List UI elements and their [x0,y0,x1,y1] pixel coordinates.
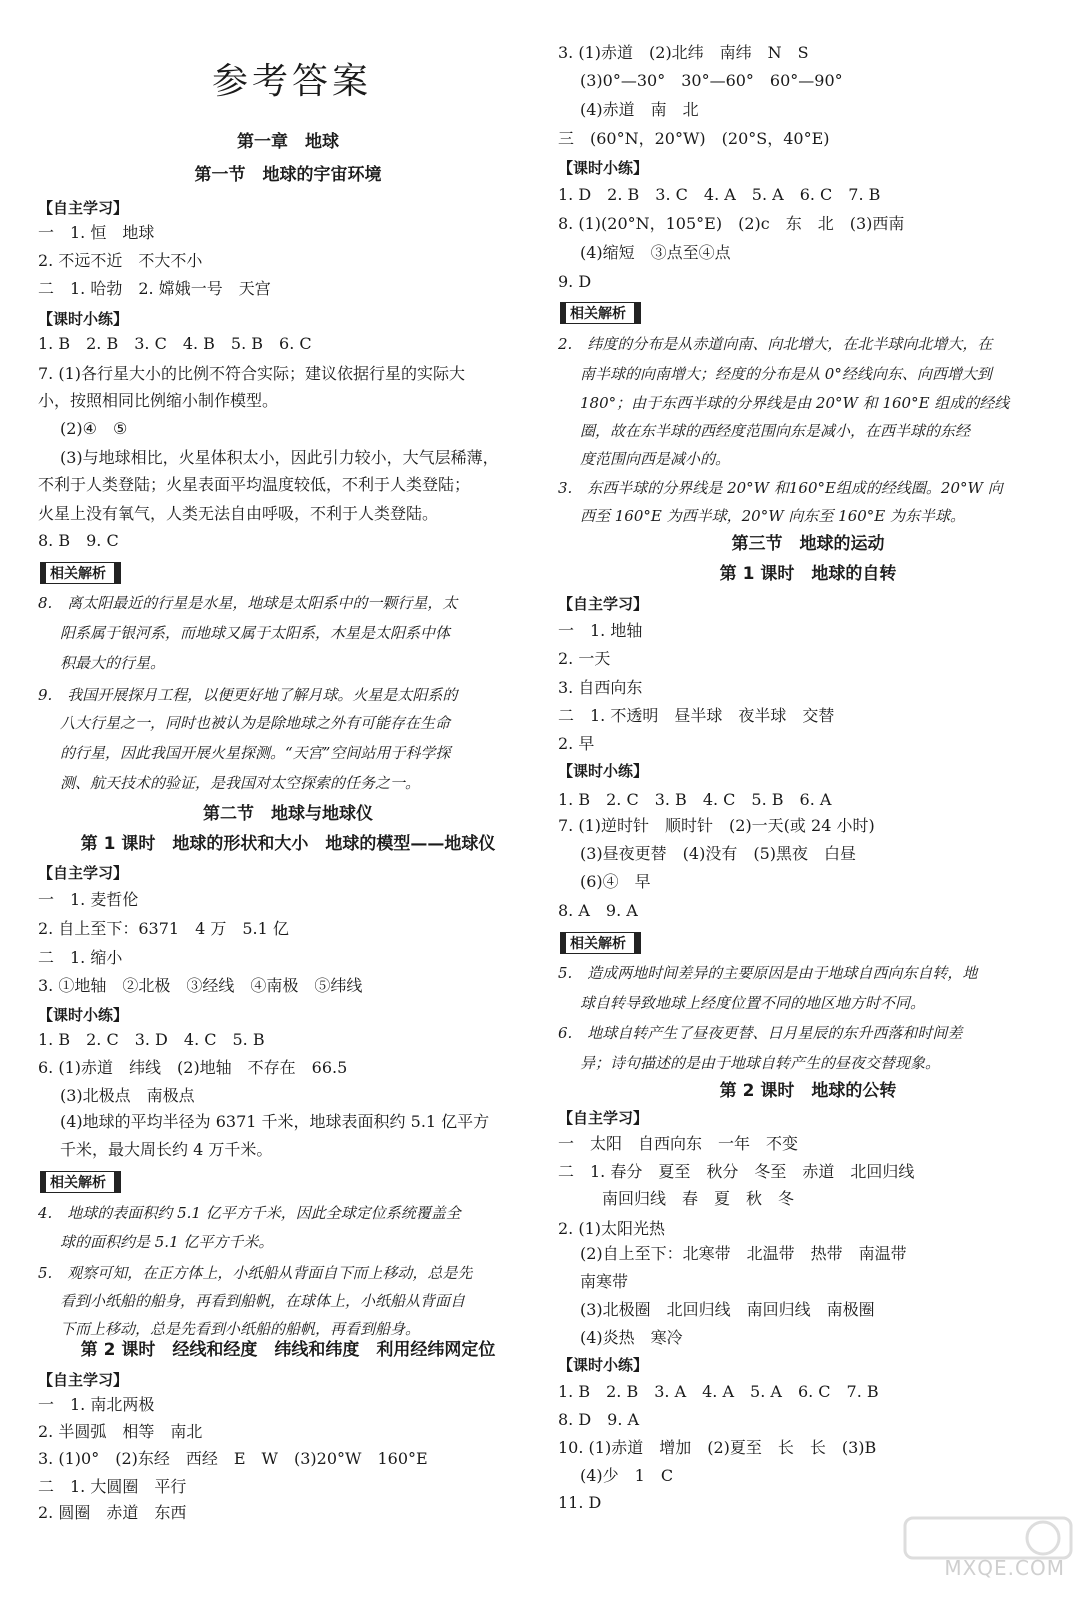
answer-line: 二 1. 大圆圈 平行 [38,1477,187,1496]
analysis-line: 的行星，因此我国开展火星探测。“天宫”空间站用于科学探 [60,744,451,762]
section-tag: 【自主学习】 [38,864,129,882]
answer-line: (3)0°—30° 30°—60° 60°—90° [580,71,843,90]
analysis-line: 4. 地球的表面积约 5.1 亿平方千米，因此全球定位系统覆盖全 [38,1204,461,1222]
page-title: 参考答案 [212,61,373,102]
section-heading: 第三节 地球的运动 [731,534,885,554]
answer-line: 8. B 9. C [38,531,119,550]
answer-line: 一 太阳 自西向东 一年 不变 [558,1134,799,1153]
answer-line: 8. A 9. A [558,901,638,920]
answer-line: 3. 自西向东 [558,678,643,697]
answer-line: (4)地球的平均半径为 6371 千米，地球表面积约 5.1 亿平方 [60,1112,490,1131]
section-tag: 【课时小练】 [558,1356,649,1374]
answer-line: 小，按照相同比例缩小制作模型。 [38,391,279,410]
answer-line: 2. 自上至下：6371 4 万 5.1 亿 [38,919,289,938]
badge-label: 相关解析 [50,1175,106,1191]
section-tag: 【课时小练】 [38,1006,129,1024]
answer-line: 11. D [558,1493,602,1512]
section-tag: 【自主学习】 [38,199,129,217]
answer-line: 3. (1)0° (2)东经 西经 E W (3)20°W 160°E [38,1449,428,1468]
answer-line: 二 1. 春分 夏至 秋分 冬至 赤道 北回归线 [558,1162,915,1181]
answer-line: 6. (1)赤道 纬线 (2)地轴 不存在 66.5 [38,1058,348,1077]
answer-line: 南寒带 [580,1272,629,1291]
analysis-line: 9. 我国开展探月工程，以便更好地了解月球。火星是太阳系的 [38,686,458,704]
analysis-line: 180°；由于东西半球的分界线是由 20°W 和 160°E 组成的经线 [580,394,1010,412]
answer-line: 8. (1)(20°N，105°E) (2)c 东 北 (3)西南 [558,214,905,233]
answer-line: 二 1. 哈勃 2. 嫦娥一号 天宫 [38,279,271,298]
answer-line: (3)与地球相比，火星体积太小，因此引力较小，大气层稀薄， [60,448,499,467]
answer-line: (4)赤道 南 北 [580,100,699,119]
analysis-line: 球的面积约是 5.1 亿平方千米。 [60,1233,274,1251]
analysis-line: 球自转导致地球上经度位置不同的地区地方时不同。 [580,994,926,1012]
badge-tail [114,563,120,583]
answer-line: (3)北极圈 北回归线 南回归线 南极圈 [580,1300,875,1319]
section-heading: 第 2 课时 经线和经度 纬线和纬度 利用经纬网定位 [80,1340,496,1360]
answer-line: (6)④ 早 [580,872,651,891]
answer-line: 7. (1)各行星大小的比例不符合实际；建议依据行星的实际大 [38,364,466,383]
answer-line: (4)少 1 C [580,1466,674,1485]
analysis-line: 5. 造成两地时间差异的主要原因是由于地球自西向东自转，地 [558,964,978,982]
answer-line: 1. B 2. B 3. A 4. A 5. A 6. C 7. B [558,1382,879,1401]
analysis-line: 6. 地球自转产生了昼夜更替、日月星辰的东升西落和时间差 [558,1024,963,1042]
analysis-badge [40,562,121,584]
badge-tail [634,303,640,323]
answer-line: 9. D [558,272,592,291]
analysis-line: 圈，故在东半球的西经度范围向东是减小，在西半球的东经 [580,422,971,440]
badge-tail [114,1172,120,1192]
answer-line: 1. B 2. C 3. B 4. C 5. B 6. A [558,790,832,809]
answer-line: 10. (1)赤道 增加 (2)夏至 长 长 (3)B [558,1438,877,1457]
answer-line: 一 1. 地轴 [558,621,643,640]
answer-line: 7. (1)逆时针 顺时针 (2)一天(或 24 小时) [558,816,875,835]
section-tag: 【自主学习】 [558,595,649,613]
answer-line: (4)缩短 ③点至④点 [580,243,731,262]
answer-line: 火星上没有氧气，人类无法自由呼吸，不利于人类登陆。 [38,504,439,523]
analysis-line: 南半球的向南增大；经度的分布是从 0°经线向东、向西增大到 [580,365,992,383]
analysis-line: 西至 160°E 为西半球，20°W 向东至 160°E 为东半球。 [580,507,966,525]
analysis-line: 八大行星之一，同时也被认为是除地球之外有可能存在生命 [60,714,451,732]
analysis-line: 3. 东西半球的分界线是 20°W 和160°E组成的经线圈。20°W 向 [558,479,1003,497]
answer-line: 2. 圆圈 赤道 东西 [38,1503,187,1522]
section-tag: 【课时小练】 [558,762,649,780]
answer-line: 南回归线 春 夏 秋 冬 [602,1189,795,1208]
answer-line: 2. 半圆弧 相等 南北 [38,1422,203,1441]
answer-line: 一 1. 麦哲伦 [38,890,139,909]
answer-line: 1. B 2. B 3. C 4. B 5. B 6. C [38,334,312,353]
answer-line: (3)昼夜更替 (4)没有 (5)黑夜 白昼 [580,844,856,863]
analysis-badge [40,1171,121,1193]
badge-label: 相关解析 [50,566,106,582]
answer-line: 一 1. 南北两极 [38,1395,155,1414]
answer-line: 2. 一天 [558,649,611,668]
answer-line: 不利于人类登陆；火星表面平均温度较低，不利于人类登陆； [38,475,471,494]
answer-line: 3. ①地轴 ②北极 ③经线 ④南极 ⑤纬线 [38,976,363,995]
analysis-line: 积最大的行星。 [60,654,166,672]
answer-line: 三 (60°N，20°W) (20°S，40°E) [558,129,830,148]
answer-line: 8. D 9. A [558,1410,640,1429]
answer-line: 3. (1)赤道 (2)北纬 南纬 N S [558,43,809,62]
answer-line: 千米，最大周长约 4 万千米。 [60,1140,273,1159]
analysis-line: 2. 纬度的分布是从赤道向南、向北增大，在北半球向北增大，在 [558,335,993,353]
analysis-line: 异；诗句描述的是由于地球自转产生的昼夜交替现象。 [580,1054,941,1072]
analysis-line: 看到小纸船的船身，再看到船帆，在球体上，小纸船从背面自 [60,1292,466,1310]
section-heading: 第一节 地球的宇宙环境 [194,165,382,185]
analysis-badge [560,302,641,324]
answer-line: (4)炎热 寒冷 [580,1328,683,1347]
answer-line: 2. (1)太阳光热 [558,1219,666,1238]
section-tag: 【自主学习】 [38,1371,129,1389]
answer-line: 2. 早 [558,734,595,753]
section-heading: 第二节 地球与地球仪 [203,804,373,824]
analysis-line: 度范围向西是减小的。 [580,450,731,468]
section-tag: 【课时小练】 [558,159,649,177]
answer-line: 1. D 2. B 3. C 4. A 5. A 6. C 7. B [558,185,881,204]
answer-line: 一 1. 恒 地球 [38,223,155,242]
section-tag: 【自主学习】 [558,1109,649,1127]
answer-line: (3)北极点 南极点 [60,1086,195,1105]
analysis-line: 测、航天技术的验证，是我国对太空探索的任务之一。 [60,774,421,792]
badge-tail [634,933,640,953]
badge-label: 相关解析 [570,306,626,322]
analysis-line: 下而上移动，总是先看到小纸船的船帆，再看到船身。 [60,1320,421,1338]
section-heading: 第 1 课时 地球的形状和大小 地球的模型——地球仪 [80,834,496,854]
badge-label: 相关解析 [570,936,626,952]
analysis-line: 5. 观察可知，在正方体上，小纸船从背面自下而上移动，总是先 [38,1264,473,1282]
analysis-badge [560,932,641,954]
answer-line: 1. B 2. C 3. D 4. C 5. B [38,1030,265,1049]
watermark-text: MXQE.COM [944,1556,1065,1580]
analysis-line: 阳系属于银河系，而地球又属于太阳系，木星是太阳系中体 [60,624,451,642]
answer-line: (2)自上至下：北寒带 北温带 热带 南温带 [580,1244,907,1263]
answer-line: (2)④ ⑤ [60,419,128,438]
answer-line: 二 1. 不透明 昼半球 夜半球 交替 [558,706,835,725]
analysis-line: 8. 离太阳最近的行星是水星，地球是太阳系中的一颗行星，太 [38,594,458,612]
answer-line: 二 1. 缩小 [38,948,123,967]
answer-line: 2. 不远不近 不大不小 [38,251,203,270]
section-tag: 【课时小练】 [38,310,129,328]
section-heading: 第 1 课时 地球的自转 [719,564,897,584]
section-heading: 第 2 课时 地球的公转 [719,1081,897,1101]
section-heading: 第一章 地球 [237,132,339,152]
